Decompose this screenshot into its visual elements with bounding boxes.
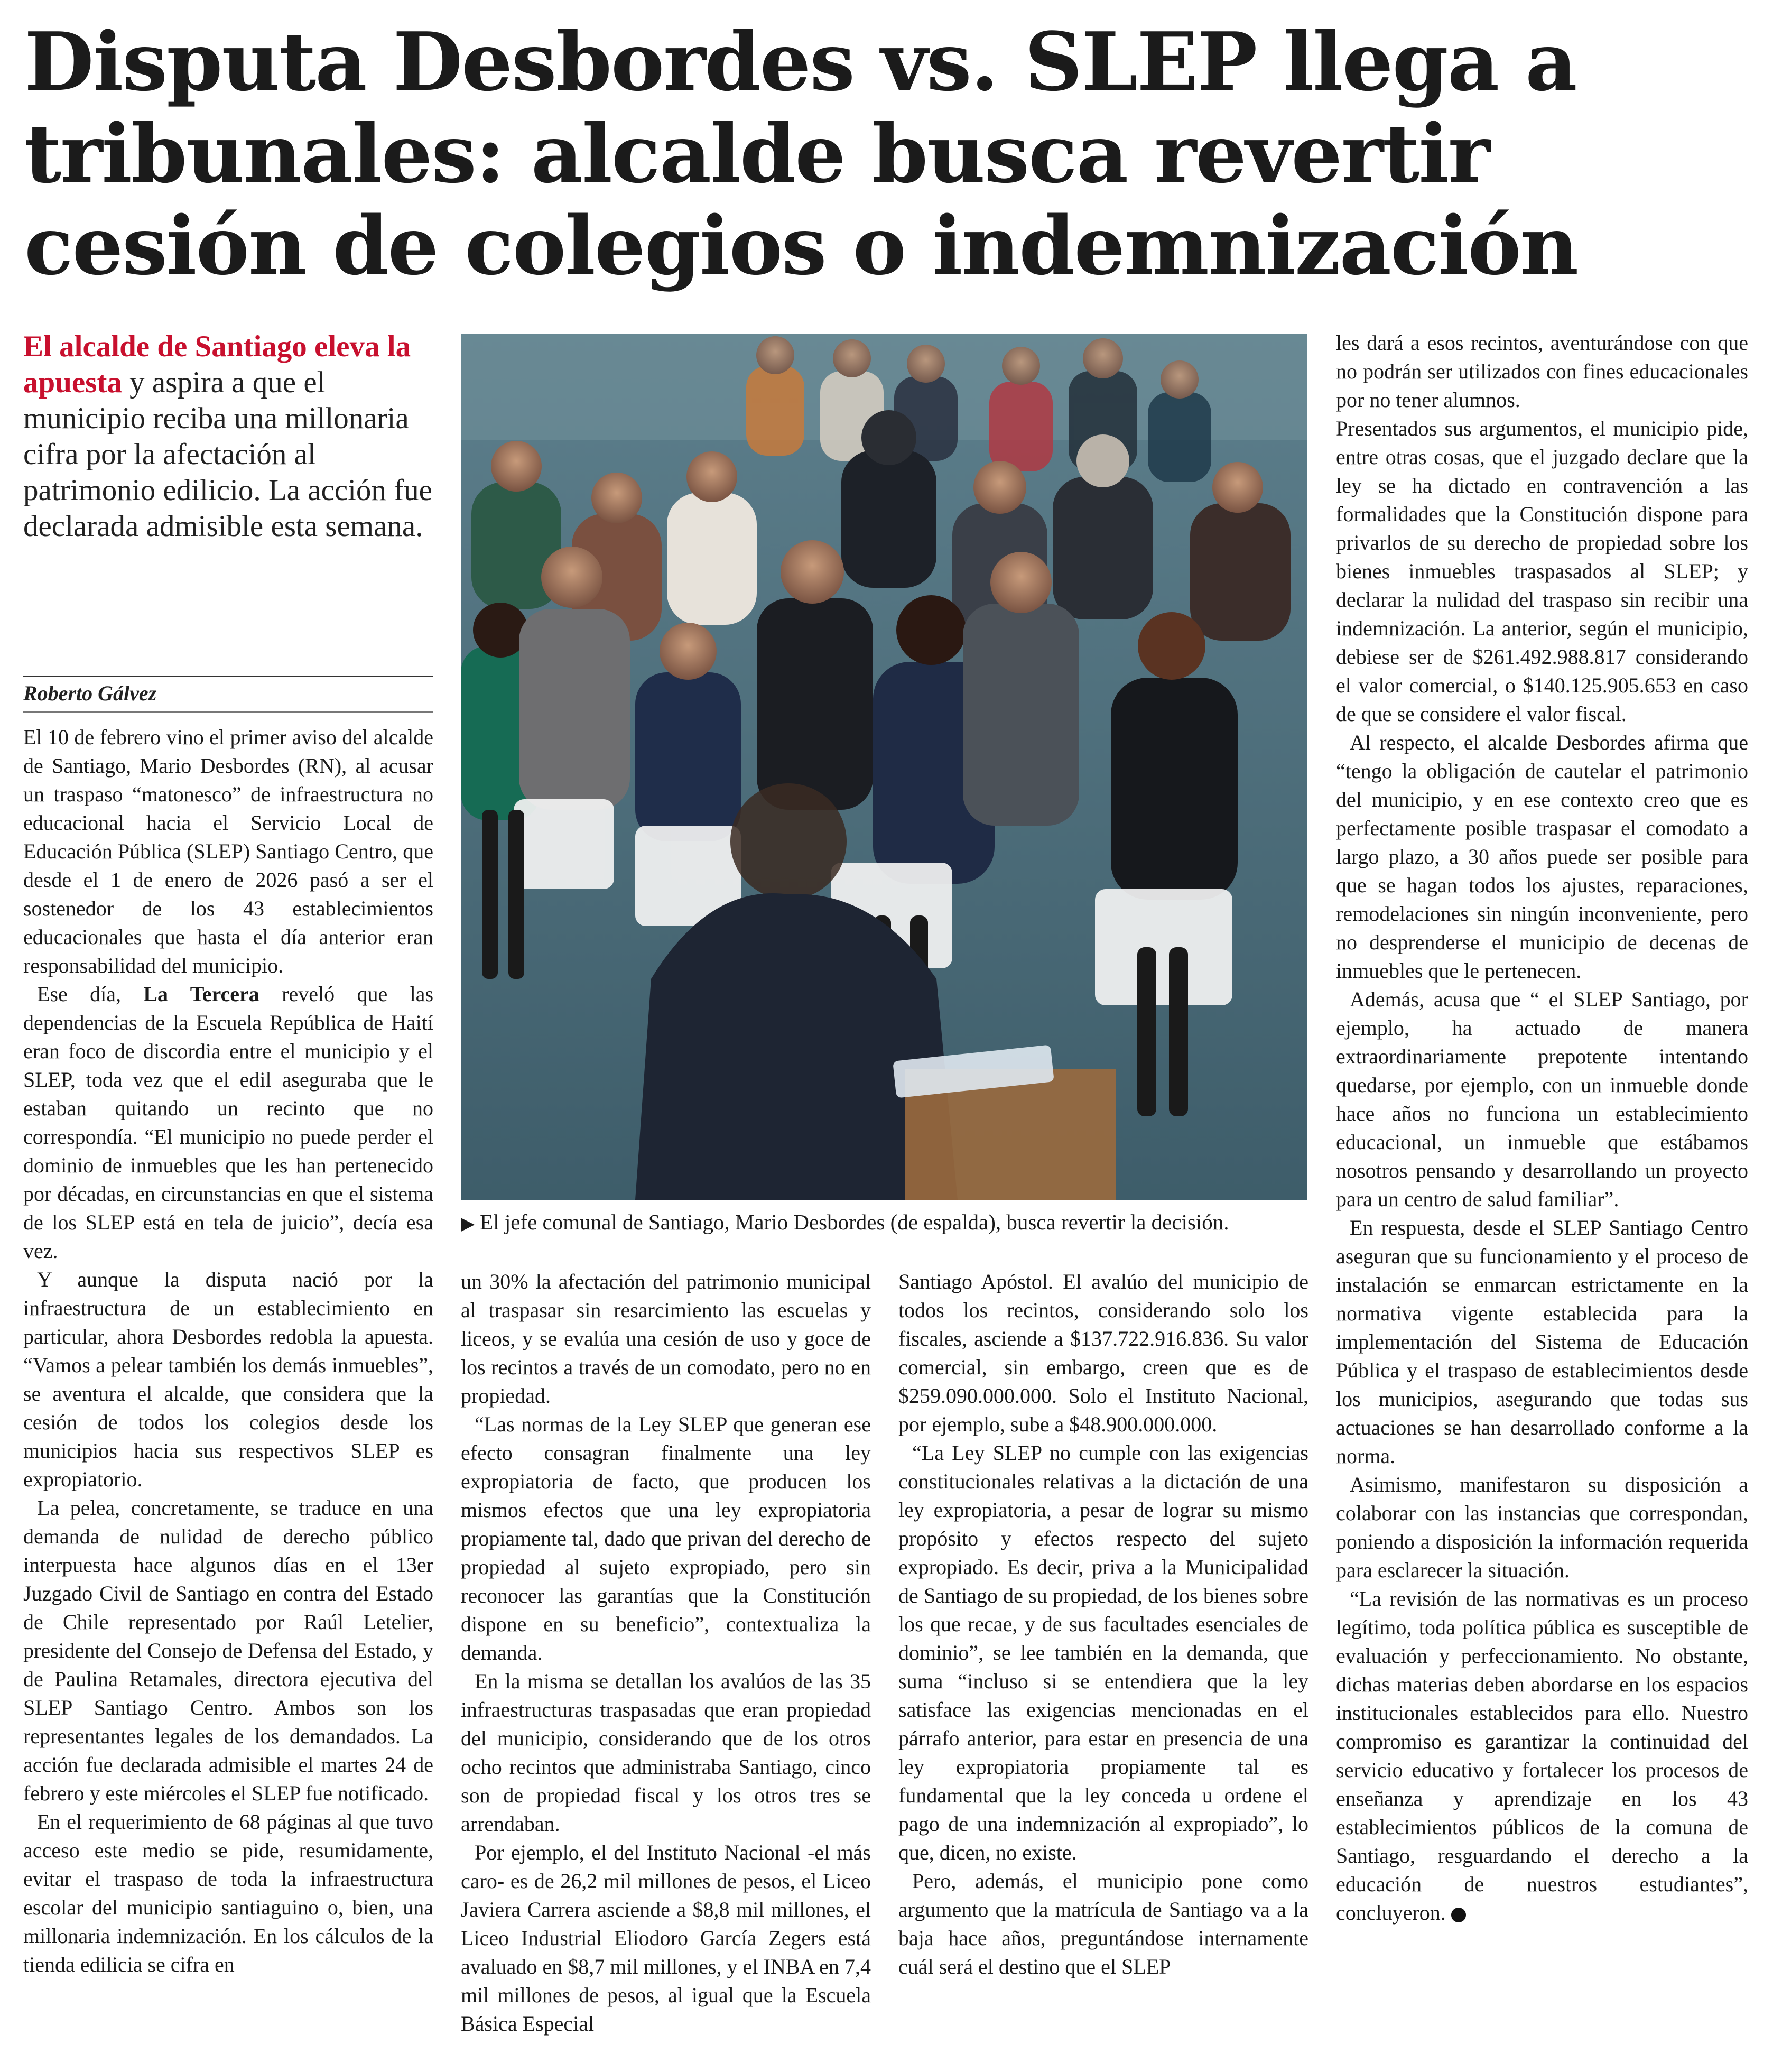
paragraph: En el requerimiento de 68 páginas al que tuvo acceso este medio se pide, resumidamente, evitar el traspaso de toda la infraestructura escolar del municipio santiaguino o, bien, una millonaria indemnización. En los cálculos de la tienda edilicia se cifra en xyxy=(23,1810,433,1976)
body-column-2 xyxy=(461,1268,871,2055)
body-column-3 xyxy=(898,1268,1308,2055)
headline xyxy=(24,16,1758,292)
paragraph: Por ejemplo, el del Instituto Nacional -el más caro- es de 26,2 mil millones de pesos, el Liceo Javiera Carrera asciende a $8,8 mil millones, el Liceo Industrial Eliodoro García Zegers está avaluado en $8,7 mil millones, y el INBA en 7,4 mil millones de pesos, al igual que la Escuela Básica Especial xyxy=(461,1840,871,2036)
paragraph: El 10 de febrero vino el primer aviso del alcalde de Santiago, Mario Desbordes (RN), al acusar un traspaso “matonesco” de infraestructura no educacional hacia el Servicio Local de Educación Pública (SLEP) Santiago Centro, que desde el 1 de enero de 2026 pasó a ser el sostenedor de los 43 establecimientos educacionales que hasta el día anterior eran responsabilidad del municipio. xyxy=(23,725,433,977)
lead-highlight: El alcalde de Santiago eleva la apuesta xyxy=(23,330,411,399)
body-column-1 xyxy=(23,723,433,2055)
headline-line-2: tribunales: alcalde busca revertir xyxy=(24,106,1490,201)
paragraph: Al respecto, el alcalde Desbordes afirma que “tengo la obligación de cautelar el patrimonio del municipio, y en ese contexto creo que es perfectamente posible traspasar el comodato a largo plazo, a 30 años puede ser posible para que se hagan todos los ajustes, reparaciones, remodelaciones sin ningún inconveniente, pero no desprenderse el municipio de decenas de inmuebles que le pertenecen. xyxy=(1336,730,1748,983)
text-run: “La revisión de las normativas es un proceso legítimo, toda política pública es susceptible de evaluación y perfeccionamiento. No obstante, dichas materias deben abordarse en los espacios institucionales establecidos para ello. Nuestro compromiso es garantizar la continuidad del servicio educativo y fortalecer los procesos de enseñanza y aprendizaje en los 43 establecimientos públicos de la comuna de Santiago, resguardando el derecho a la educación de nuestros estudiantes”, concluyeron. xyxy=(1336,1587,1748,1925)
paragraph: Pero, además, el municipio pone como argumento que la matrícula de Santiago va a la baja hace años, preguntándose internamente cuál será el destino que el SLEP xyxy=(898,1869,1308,1978)
paragraph: un 30% la afectación del patrimonio municipal al traspasar sin resarcimiento las escuelas y liceos, y se evalúa una cesión de uso y goce de los recintos a través de un comodato, pero no en propiedad. xyxy=(461,1270,871,1408)
paragraph: Presentados sus argumentos, el municipio pide, entre otras cosas, que el juzgado declare que la ley se ha dictado en contravención a las formalidades que la Constitución dispone para privarlos de su derecho de propiedad sobre los bienes inmuebles traspasados al SLEP; y declarar la nulidad del traspaso sin recibir una indemnización. La anterior, según el municipio, debiese ser de $261.492.988.817 considerando el valor comercial, o $140.125.905.653 en caso de que se considere el valor fiscal. xyxy=(1336,417,1748,726)
lead-text: y aspira a que el municipio reciba una millonaria cifra por la afectación al patrimonio edilicio. La acción fue declarada admisible esta semana. xyxy=(23,366,432,543)
newspaper-name: La Tercera xyxy=(143,982,259,1006)
news-photo xyxy=(461,334,1307,1200)
paragraph: En respuesta, desde el SLEP Santiago Centro aseguran que su funcionamiento y el proceso de instalación se enmarcan estrictamente en la normativa vigente establecida para la implementación del Sistema de Educación Pública y el traspaso de establecimientos desde los municipios, asegurando que todas sus actuaciones se han desarrollado conforme a la norma. xyxy=(1336,1216,1748,1468)
paragraph: Santiago Apóstol. El avalúo del municipio de todos los recintos, considerando solo los fiscales, asciende a $137.722.916.836. Su valor comercial, sin embargo, creen que es de $259.090.000.000. Solo el Instituto Nacional, por ejemplo, sube a $48.900.000.000. xyxy=(898,1270,1308,1436)
paragraph: Además, acusa que “ el SLEP Santiago, por ejemplo, ha actuado de manera extraordinariamente prepotente intentando quedarse, por ejemplo, con un inmueble donde hace años no funciona un establecimiento educacional, un inmueble que estábamos nosotros pensando y desarrollando un proyecto para un centro de salud familiar”. xyxy=(1336,987,1748,1211)
paragraph: les dará a esos recintos, aventurándose con que no podrán ser utilizados con fines educacionales por no tener alumnos. xyxy=(1336,331,1748,412)
paragraph: En la misma se detallan los avalúos de las 35 infraestructuras traspasadas que eran propiedad del municipio, considerando que de los otros ocho recintos que administraba Santiago, cinco son de propiedad fiscal y los otros tres se arrendaban. xyxy=(461,1669,871,1836)
caption-arrow-icon: ▶ xyxy=(461,1214,475,1234)
byline-rule-bottom xyxy=(23,711,433,713)
paragraph: “La Ley SLEP no cumple con las exigencias constitucionales relativas a la dictación de una ley expropiatoria, a pesar de lograr su mismo propósito y efectos respecto del sujeto expropiado. Es decir, priva a la Municipalidad de Santiago de su propiedad, de los bienes sobre los que recae, y de sus facultades esenciales de dominio”, se lee también en la demanda, que suma “incluso si se entendiera que la ley satisface las exigencias mencionadas en el párrafo anterior, para estar en presencia de una ley expropiatoria propiamente tal es fundamental que la ley conceda u ordene el pago de una indemnización al expropiado”, lo que, dicen, no existe. xyxy=(898,1441,1308,1864)
paragraph: “Las normas de la Ley SLEP que generan ese efecto consagran finalmente una ley expropiatoria de facto, que producen los mismos efectos que una ley expropiatoria propiamente tal, dado que privan del derecho de propiedad al sujeto expropiado, pero sin reconocer las garantías que la Constitución dispone en su beneficio”, contextualiza la demanda. xyxy=(461,1412,871,1664)
text-run: Ese día, xyxy=(37,982,144,1006)
headline-line-1: Disputa Desbordes vs. SLEP llega a xyxy=(24,14,1576,109)
text-run: reveló que las dependencias de la Escuela República de Haití eran foco de discordia entre el municipio y el SLEP, toda vez que el edil aseguraba que le estaban quitando un recinto que no correspondía. “El municipio no puede perder el dominio de inmuebles que les han pertenecido por décadas, en circunstancias en que el sistema de los SLEP está en tela de juicio”, decía esa vez. xyxy=(23,982,433,1263)
byline: Roberto Gálvez xyxy=(23,681,157,705)
paragraph xyxy=(1336,1585,1748,1927)
body-column-4 xyxy=(1336,329,1748,2055)
caption-text: El jefe comunal de Santiago, Mario Desbordes (de espalda), busca revertir la decisión. xyxy=(480,1210,1229,1234)
paragraph: La pelea, concretamente, se traduce en una demanda de nulidad de derecho público interpuesta hace algunos días en el 13er Juzgado Civil de Santiago en contra del Estado de Chile representado por Raúl Letelier, presidente del Consejo de Defensa del Estado, y de Paulina Retamales, directora ejecutiva del SLEP Santiago Centro. Ambos son los representantes legales de los demandados. La acción fue declarada admisible el martes 24 de febrero y este miércoles el SLEP fue notificado. xyxy=(23,1496,433,1805)
end-of-article-icon xyxy=(1451,1908,1466,1922)
byline-rule-top xyxy=(23,676,433,677)
photo-caption xyxy=(461,1208,1308,1238)
paragraph: Y aunque la disputa nació por la infraestructura de un establecimiento en particular, ahora Desbordes redobla la apuesta. “Vamos a pelear también los demás inmuebles”, se aventura el alcalde, que considera que la cesión de todos los colegios desde los municipios hacia sus respectivos SLEP es expropiatorio. xyxy=(23,1268,433,1491)
lead-paragraph xyxy=(23,329,435,544)
audience-photo-illustration xyxy=(461,334,1307,1200)
paragraph xyxy=(23,980,433,1265)
headline-line-3: cesión de colegios o indemnización xyxy=(24,198,1578,293)
paragraph: Asimismo, manifestaron su disposición a colaborar con las instancias que correspondan, poniendo a disposición la información requerida para esclarecer la situación. xyxy=(1336,1473,1748,1582)
